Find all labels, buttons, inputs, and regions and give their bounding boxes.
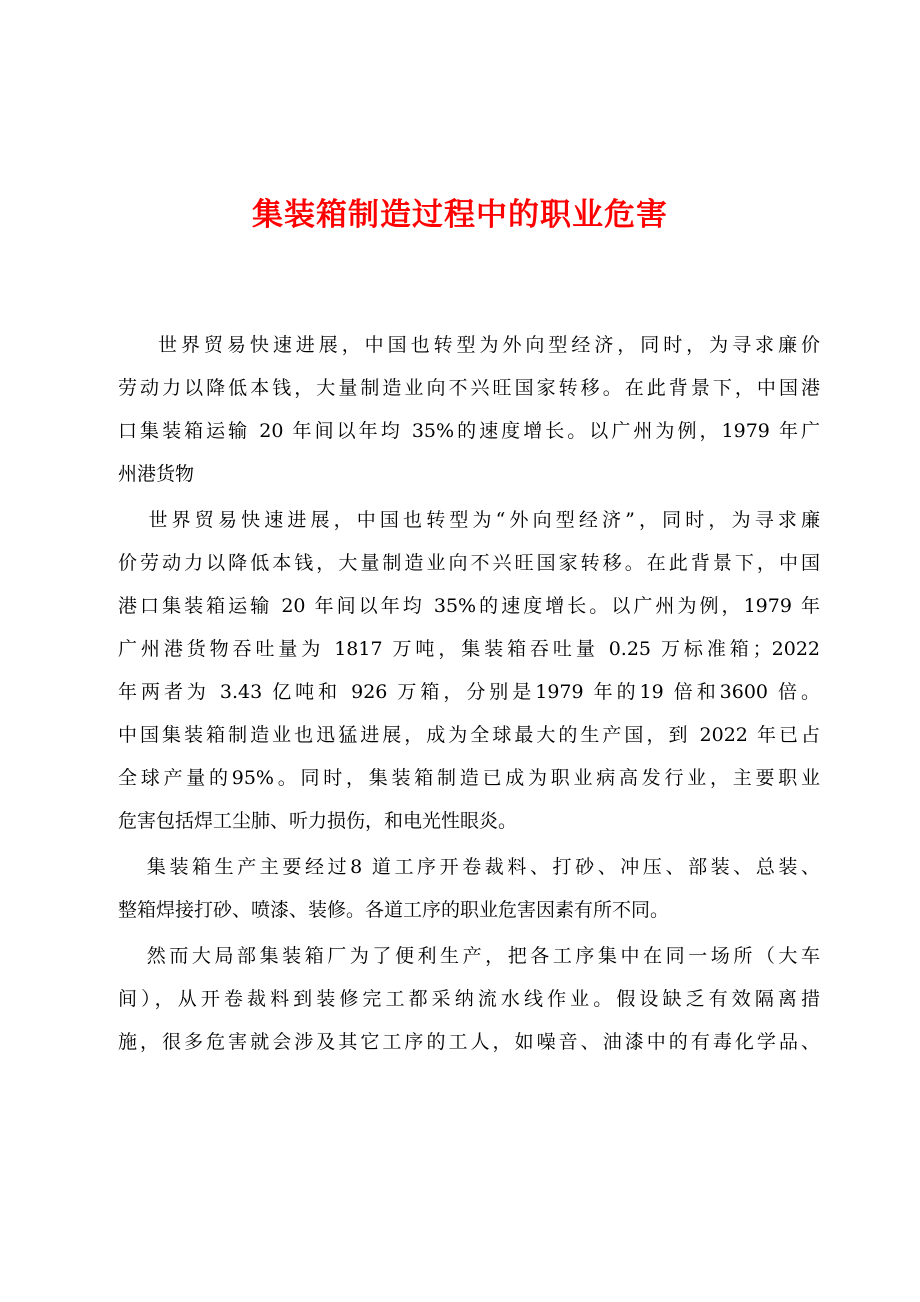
paragraph-2 [118, 499, 820, 843]
paragraph-4 [118, 935, 820, 1064]
paragraph-line: 然而大局部集装箱厂为了便利生产，把各工序集中在同一场所（大车 [118, 945, 820, 967]
paragraph-line: 年两者为 3.43 亿吨和 926 万箱，分别是1979 年的19 倍和3600 倍。 [118, 681, 820, 703]
paragraph-line: 口集装箱运输 20 年间以年均 35%的速度增长。以广州为例，1979 年广 [118, 420, 820, 442]
paragraph-line: 世界贸易快速进展，中国也转型为“外向型经济”，同时，为寻求廉 [118, 509, 820, 531]
paragraph-line: 港口集装箱运输 20 年间以年均 35%的速度增长。以广州为例，1979 年 [118, 595, 820, 617]
paragraph-line: 整箱焊接打砂、喷漆、装修。各道工序的职业危害因素有所不同。 [118, 899, 670, 921]
paragraph-line: 价劳动力以降低本钱，大量制造业向不兴旺国家转移。在此背景下，中国 [118, 552, 820, 574]
document-title: 集装箱制造过程中的职业危害 [252, 197, 668, 233]
paragraph-line: 间），从开卷裁料到装修完工都采纳流水线作业。假设缺乏有效隔离措 [118, 988, 820, 1010]
paragraph-line: 集装箱生产主要经过8 道工序开卷裁料、打砂、冲压、部装、总装、 [118, 856, 820, 878]
paragraph-line: 中国集装箱制造业也迅猛进展，成为全球最大的生产国，到 2022 年已占 [118, 724, 820, 746]
paragraph-line: 州港货物 [118, 463, 195, 485]
paragraph-3 [118, 846, 820, 932]
paragraph-line: 全球产量的95%。同时，集装箱制造已成为职业病高发行业，主要职业 [118, 767, 820, 789]
paragraph-line: 世界贸易快速进展，中国也转型为外向型经济，同时，为寻求廉价 [118, 334, 820, 356]
document-body [118, 324, 820, 1064]
paragraph-line: 施，很多危害就会涉及其它工序的工人，如噪音、油漆中的有毒化学品、 [118, 1031, 820, 1053]
paragraph-line: 劳动力以降低本钱，大量制造业向不兴旺国家转移。在此背景下，中国港 [118, 377, 820, 399]
paragraph-line: 广州港货物吞吐量为 1817 万吨，集装箱吞吐量 0.25 万标准箱；2022 [118, 638, 820, 660]
paragraph-line: 危害包括焊工尘肺、听力损伤，和电光性眼炎。 [118, 810, 518, 832]
paragraph-1 [118, 324, 820, 496]
